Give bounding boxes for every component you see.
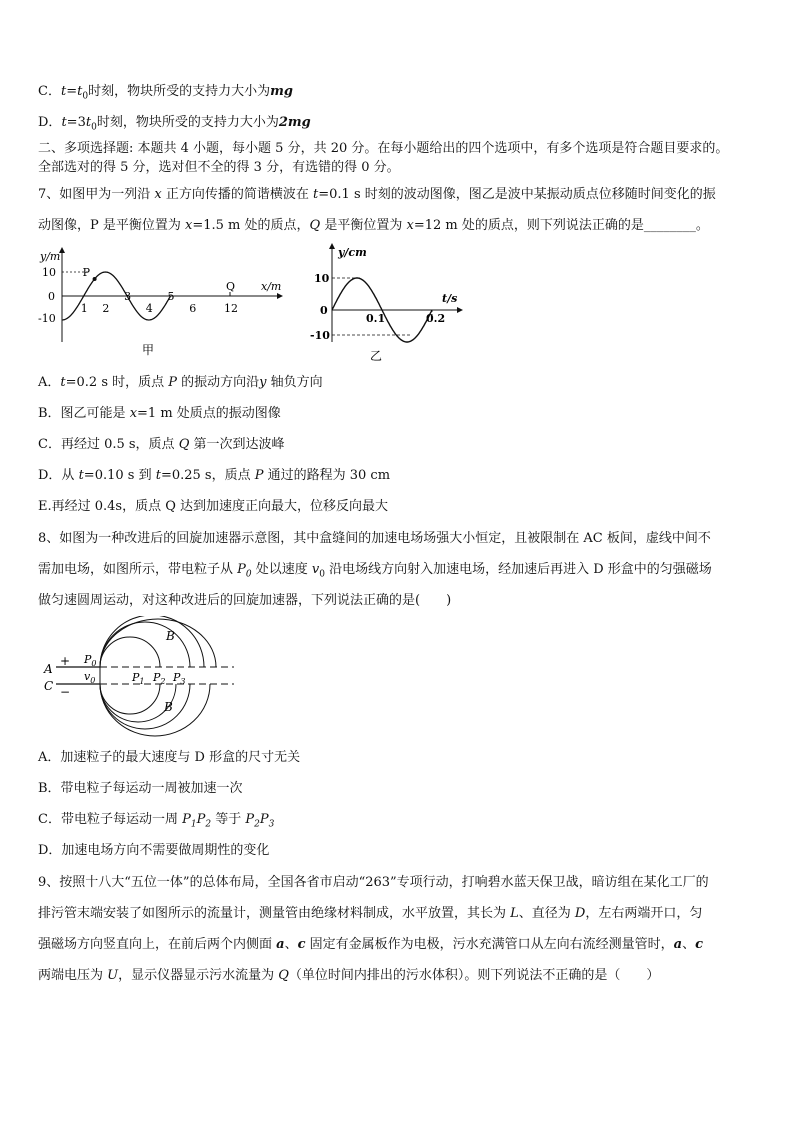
wave-graph-jia [32, 242, 292, 362]
option-label: C． [38, 84, 61, 99]
label-a: A [44, 662, 53, 676]
label-p: P [82, 266, 91, 279]
q7-option-b[interactable]: B．图乙可能是 x=1 m 处质点的振动图像 [38, 406, 281, 421]
q8-option-b[interactable]: B．带电粒子每运动一周被加速一次 [38, 781, 243, 796]
label-b-bottom: B [164, 700, 173, 714]
y-axis-label: y/cm [338, 246, 367, 259]
q6-option-d[interactable]: D．$t=3t_0$时刻，物块所受的支持力大小为2mg [38, 115, 311, 133]
point-p [93, 277, 97, 281]
label-minus: − [60, 685, 71, 699]
label-p1: $P_1$ [132, 671, 145, 686]
y-axis-label: y/m [40, 250, 61, 263]
q7-stem-line2: 动图像，P 是平衡位置为 x=1.5 m 处的质点，Q 是平衡位置为 x=12 m 处的质点，则下列说法正确的是________。 [38, 218, 709, 233]
cyclotron-diagram [38, 616, 248, 740]
orbit-top-2 [100, 616, 204, 667]
y-tick-bottom: -10 [310, 329, 330, 342]
t-tick-2: 0.2 [426, 312, 446, 325]
y-tick-top: 10 [42, 266, 56, 279]
x-tick-6: 6 [189, 302, 197, 315]
section-heading-cont: 全部选对的得 5 分，选对但不全的得 3 分，有选错的得 0 分。 [38, 160, 400, 175]
y-tick-zero: 0 [320, 304, 328, 317]
x-tick-12: 12 [224, 302, 238, 315]
y-tick-top: 10 [314, 272, 330, 285]
label-c: C [44, 679, 54, 693]
label-plus: + [60, 654, 71, 668]
q9-stem-line4: 两端电压为 U，显示仪器显示污水流量为 Q（单位时间内排出的污水体积）。则下列说法不正确的是（ ） [38, 968, 660, 983]
q9-stem-line2: 排污管末端安装了如图所示的流量计，测量管由绝缘材料制成，水平放置，其长为 L、直径为 D，左右两端开口，匀 [38, 906, 703, 921]
t-axis-label: t/s [442, 292, 458, 305]
x-axis-label: x/m [261, 280, 282, 293]
t-tick-1: 0.1 [366, 312, 386, 325]
vibration-graph-yi [300, 238, 470, 368]
q9-stem-line3: 强磁场方向竖直向上，在前后两个内侧面 a、c 固定有金属板作为电极，污水充满管口从左向右流经测量管时，a、c [38, 937, 704, 952]
option-label: D． [38, 115, 62, 130]
orbit-bot-0 [100, 684, 160, 714]
q7-option-c[interactable]: C．再经过 0.5 s，质点 Q 第一次到达波峰 [38, 437, 285, 452]
label-v0: $v_0$ [84, 670, 96, 685]
caption-yi: 乙 [370, 349, 383, 363]
q8-stem-line3: 做匀速圆周运动，对这种改进后的回旋加速器，下列说法正确的是( ) [38, 593, 452, 608]
label-q: Q [226, 280, 236, 293]
x-tick-4: 4 [145, 302, 153, 315]
q8-option-a[interactable]: A．加速粒子的最大速度与 D 形盒的尺寸无关 [38, 750, 301, 765]
option-answer: 2mg [278, 115, 311, 130]
y-tick-bottom: -10 [38, 312, 56, 325]
q7-option-a[interactable]: A．t=0.2 s 时，质点 P 的振动方向沿y 轴负方向 [38, 375, 323, 390]
q8-option-d[interactable]: D．加速电场方向不需要做周期性的变化 [38, 843, 270, 858]
x-tick-1: 1 [80, 302, 88, 315]
caption-jia: 甲 [142, 343, 155, 357]
q8-stem-line2: 需加电场，如图所示，带电粒子从 $P_0$ 处以速度 $v_0$ 沿电场线方向射入加速电场，经加速后再进入 D 形盒中的匀强磁场 [38, 562, 712, 580]
orbit-top-1 [100, 622, 190, 667]
option-answer: mg [270, 84, 293, 99]
orbit-bot-2 [100, 684, 190, 729]
q9-stem-line1: 9、按照十八大“五位一体”的总体布局，全国各省市启动“263”专项行动，打响碧水蓝天保卫战，暗访组在某化工厂的 [38, 875, 709, 890]
label-p0: $P_0$ [84, 653, 97, 668]
x-tick-5: 5 [167, 290, 175, 303]
q8-stem-line1: 8、如图为一种改进后的回旋加速器示意图，其中盒缝间的加速电场场强大小恒定，且被限制在 AC 板间，虚线中间不 [38, 531, 711, 546]
section-heading: 二、多项选择题: 本题共 4 小题，每小题 5 分，共 20 分。在每小题给出的四个选项中，有多个选项是符合题目要求的。 [38, 141, 729, 156]
q7-option-e[interactable]: E.再经过 0.4s，质点 Q 达到加速度正向最大，位移反向最大 [38, 499, 389, 514]
q8-option-c[interactable]: C．带电粒子每运动一周 $P_1P_2$ 等于 $P_2P_3$ [38, 812, 275, 830]
label-p3: $P_3$ [173, 671, 186, 686]
x-tick-3: 3 [124, 290, 132, 303]
label-b-top: B [166, 629, 175, 643]
y-tick-zero: 0 [48, 290, 55, 303]
q7-stem-line1: 7、如图甲为一列沿 x 正方向传播的简谐横波在 t=0.1 s 时刻的波动图像，图乙是波中某振动质点位移随时间变化的振 [38, 187, 716, 202]
q6-option-c[interactable]: C．$t=t_0$时刻，物块所受的支持力大小为mg [38, 84, 293, 102]
x-tick-2: 2 [102, 302, 110, 315]
q7-option-d[interactable]: D．从 t=0.10 s 到 t=0.25 s，质点 P 通过的路程为 30 cm [38, 468, 391, 483]
label-p2: $P_2$ [153, 671, 166, 686]
